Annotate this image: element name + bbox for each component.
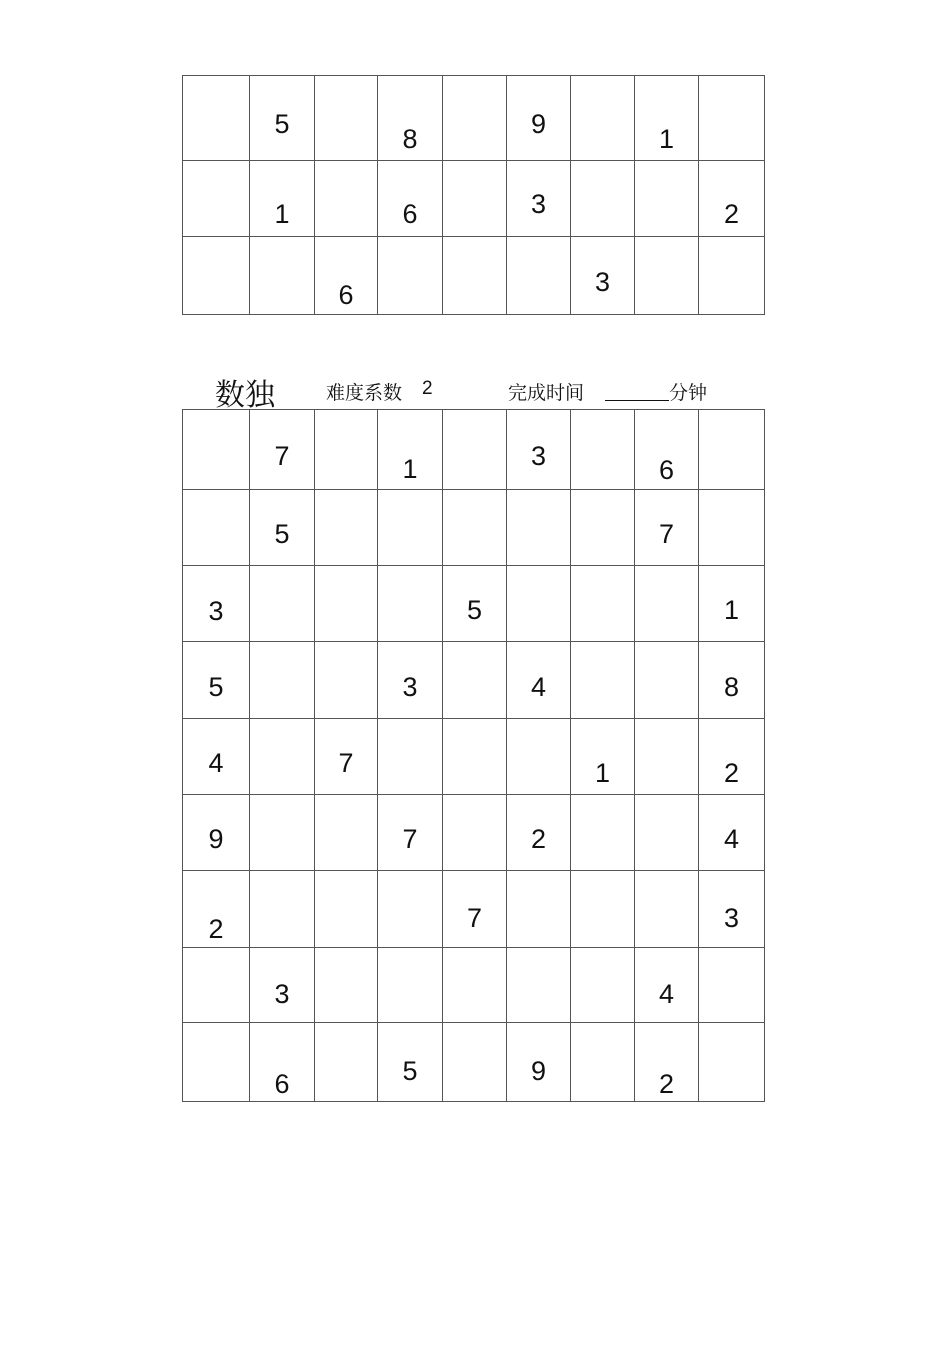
given-digit: 7 bbox=[402, 824, 418, 854]
given-digit: 3 bbox=[274, 979, 290, 1009]
grid-row bbox=[183, 871, 765, 948]
sudoku-cell[interactable] bbox=[635, 871, 699, 948]
sudoku-cell bbox=[183, 642, 250, 719]
given-digit: 9 bbox=[530, 109, 547, 139]
given-digit: 4 bbox=[530, 672, 547, 702]
sudoku-cell[interactable] bbox=[183, 1023, 250, 1102]
sudoku-cell[interactable] bbox=[378, 719, 443, 795]
sudoku-cell bbox=[699, 795, 765, 871]
sudoku-cell[interactable] bbox=[183, 76, 250, 161]
given-digit: 3 bbox=[208, 596, 224, 626]
sudoku-cell[interactable] bbox=[315, 566, 378, 642]
sudoku-cell[interactable] bbox=[378, 948, 443, 1023]
sudoku-cell bbox=[635, 1023, 699, 1102]
given-digit: 4 bbox=[723, 824, 740, 854]
given-digit: 6 bbox=[338, 280, 354, 310]
given-digit: 7 bbox=[274, 441, 290, 471]
sudoku-cell[interactable] bbox=[571, 795, 635, 871]
given-digit: 1 bbox=[402, 454, 418, 484]
sudoku-cell bbox=[571, 237, 635, 315]
grid-row bbox=[183, 1023, 765, 1102]
sudoku-cell[interactable] bbox=[699, 410, 765, 490]
grid-row bbox=[183, 795, 765, 871]
grid-row bbox=[183, 76, 765, 161]
given-digit: 6 bbox=[274, 1069, 290, 1099]
sudoku-cell[interactable] bbox=[571, 871, 635, 948]
sudoku-cell[interactable] bbox=[315, 76, 378, 161]
sudoku-cell[interactable] bbox=[571, 76, 635, 161]
given-digit: 7 bbox=[338, 748, 354, 778]
sudoku-cell bbox=[507, 795, 571, 871]
sudoku-cell bbox=[183, 566, 250, 642]
sudoku-cell[interactable] bbox=[443, 719, 507, 795]
given-digit: 2 bbox=[208, 914, 224, 944]
sudoku-cell bbox=[507, 76, 571, 161]
sudoku-cell[interactable] bbox=[443, 410, 507, 490]
sudoku-cell[interactable] bbox=[507, 871, 571, 948]
sudoku-cell[interactable] bbox=[378, 237, 443, 315]
sudoku-grid-main bbox=[182, 409, 765, 1102]
given-digit: 5 bbox=[466, 595, 483, 625]
completion-time-blank[interactable] bbox=[605, 378, 669, 401]
given-digit: 2 bbox=[530, 824, 547, 854]
sudoku-cell[interactable] bbox=[315, 490, 378, 566]
given-digit: 3 bbox=[594, 267, 611, 297]
grid-row bbox=[183, 237, 765, 315]
sudoku-cell[interactable] bbox=[699, 948, 765, 1023]
sudoku-cell bbox=[507, 1023, 571, 1102]
given-digit: 5 bbox=[274, 109, 290, 139]
sudoku-cell[interactable] bbox=[250, 871, 315, 948]
sudoku-cell bbox=[635, 410, 699, 490]
given-digit: 9 bbox=[208, 824, 224, 854]
sudoku-cell bbox=[635, 948, 699, 1023]
sudoku-cell bbox=[635, 76, 699, 161]
given-digit: 2 bbox=[658, 1069, 675, 1099]
sudoku-cell bbox=[699, 642, 765, 719]
sudoku-cell[interactable] bbox=[378, 871, 443, 948]
sudoku-cell[interactable] bbox=[443, 161, 507, 237]
given-digit: 2 bbox=[723, 199, 740, 229]
puzzle-header bbox=[0, 368, 950, 413]
sudoku-cell bbox=[378, 161, 443, 237]
sudoku-cell bbox=[699, 161, 765, 237]
sudoku-cell[interactable] bbox=[571, 490, 635, 566]
sudoku-cell[interactable] bbox=[315, 410, 378, 490]
given-digit: 1 bbox=[594, 758, 611, 788]
sudoku-cell bbox=[507, 642, 571, 719]
sudoku-grid-top bbox=[182, 75, 765, 315]
sudoku-cell[interactable] bbox=[699, 490, 765, 566]
sudoku-cell[interactable] bbox=[699, 237, 765, 315]
sudoku-cell bbox=[507, 410, 571, 490]
sudoku-cell[interactable] bbox=[378, 490, 443, 566]
sudoku-cell[interactable] bbox=[250, 642, 315, 719]
grid-row bbox=[183, 410, 765, 490]
sudoku-cell[interactable] bbox=[443, 490, 507, 566]
sudoku-cell[interactable] bbox=[315, 871, 378, 948]
sudoku-cell[interactable] bbox=[183, 490, 250, 566]
sudoku-cell[interactable] bbox=[443, 795, 507, 871]
difficulty-value: 2 bbox=[422, 378, 433, 399]
sudoku-cell[interactable] bbox=[571, 1023, 635, 1102]
given-digit: 6 bbox=[402, 199, 418, 229]
sudoku-cell[interactable] bbox=[250, 237, 315, 315]
sudoku-cell[interactable] bbox=[315, 948, 378, 1023]
sudoku-cell[interactable] bbox=[315, 642, 378, 719]
grid-row bbox=[183, 948, 765, 1023]
given-digit: 6 bbox=[658, 455, 675, 485]
sudoku-cell bbox=[571, 719, 635, 795]
sudoku-cell[interactable] bbox=[635, 642, 699, 719]
sudoku-cell bbox=[378, 1023, 443, 1102]
sudoku-cell[interactable] bbox=[315, 1023, 378, 1102]
given-digit: 4 bbox=[658, 979, 675, 1009]
given-digit: 9 bbox=[530, 1056, 547, 1086]
sudoku-cell[interactable] bbox=[507, 237, 571, 315]
sudoku-cell[interactable] bbox=[635, 719, 699, 795]
sudoku-cell bbox=[250, 76, 315, 161]
sudoku-cell bbox=[378, 795, 443, 871]
sudoku-cell bbox=[378, 76, 443, 161]
sudoku-cell[interactable] bbox=[635, 237, 699, 315]
given-digit: 3 bbox=[530, 441, 547, 471]
given-digit: 3 bbox=[530, 189, 547, 219]
sudoku-cell[interactable] bbox=[183, 237, 250, 315]
sudoku-cell[interactable] bbox=[635, 161, 699, 237]
given-digit: 3 bbox=[723, 903, 740, 933]
sudoku-cell[interactable] bbox=[443, 237, 507, 315]
sudoku-cell[interactable] bbox=[443, 1023, 507, 1102]
grid-row bbox=[183, 566, 765, 642]
sudoku-cell[interactable] bbox=[571, 948, 635, 1023]
sudoku-cell[interactable] bbox=[443, 948, 507, 1023]
sudoku-cell[interactable] bbox=[443, 642, 507, 719]
sudoku-cell[interactable] bbox=[183, 948, 250, 1023]
difficulty-label: 难度系数 bbox=[326, 382, 403, 404]
sudoku-cell[interactable] bbox=[507, 948, 571, 1023]
sudoku-cell[interactable] bbox=[507, 490, 571, 566]
sudoku-cell[interactable] bbox=[443, 76, 507, 161]
sudoku-cell bbox=[635, 490, 699, 566]
sudoku-cell bbox=[507, 161, 571, 237]
sudoku-cell bbox=[250, 948, 315, 1023]
sudoku-cell bbox=[250, 490, 315, 566]
given-digit: 7 bbox=[466, 903, 483, 933]
given-digit: 2 bbox=[723, 758, 740, 788]
sudoku-cell bbox=[250, 410, 315, 490]
given-digit: 1 bbox=[658, 124, 675, 154]
sudoku-cell[interactable] bbox=[250, 719, 315, 795]
given-digit: 5 bbox=[208, 672, 224, 702]
grid-row bbox=[183, 161, 765, 237]
given-digit: 4 bbox=[208, 748, 224, 778]
sudoku-cell[interactable] bbox=[183, 410, 250, 490]
sudoku-cell bbox=[443, 871, 507, 948]
sudoku-cell[interactable] bbox=[507, 566, 571, 642]
sudoku-cell bbox=[699, 871, 765, 948]
sudoku-cell bbox=[183, 795, 250, 871]
given-digit: 7 bbox=[658, 519, 675, 549]
sudoku-cell[interactable] bbox=[507, 719, 571, 795]
sudoku-cell bbox=[315, 237, 378, 315]
sudoku-cell[interactable] bbox=[183, 161, 250, 237]
sudoku-cell[interactable] bbox=[571, 642, 635, 719]
sudoku-cell bbox=[699, 566, 765, 642]
sudoku-cell bbox=[183, 719, 250, 795]
sudoku-cell[interactable] bbox=[250, 795, 315, 871]
sudoku-cell[interactable] bbox=[635, 795, 699, 871]
sudoku-cell bbox=[378, 410, 443, 490]
given-digit: 3 bbox=[402, 672, 418, 702]
sudoku-cell bbox=[378, 642, 443, 719]
grid-row bbox=[183, 719, 765, 795]
sudoku-cell[interactable] bbox=[315, 795, 378, 871]
sudoku-cell bbox=[315, 719, 378, 795]
sudoku-cell[interactable] bbox=[699, 1023, 765, 1102]
puzzle-title: 数独 bbox=[215, 378, 275, 413]
sudoku-cell bbox=[250, 1023, 315, 1102]
sudoku-cell bbox=[443, 566, 507, 642]
grid-row bbox=[183, 642, 765, 719]
given-digit: 5 bbox=[402, 1056, 418, 1086]
sudoku-cell[interactable] bbox=[571, 566, 635, 642]
given-digit: 1 bbox=[723, 595, 740, 625]
sudoku-cell[interactable] bbox=[315, 161, 378, 237]
sudoku-cell bbox=[183, 871, 250, 948]
completion-time-label: 完成时间 bbox=[508, 382, 585, 404]
sudoku-cell[interactable] bbox=[699, 76, 765, 161]
sudoku-cell bbox=[250, 161, 315, 237]
sudoku-cell bbox=[699, 719, 765, 795]
given-digit: 1 bbox=[274, 199, 290, 229]
given-digit: 8 bbox=[402, 124, 418, 154]
sudoku-cell[interactable] bbox=[378, 566, 443, 642]
given-digit: 8 bbox=[723, 672, 740, 702]
sudoku-cell[interactable] bbox=[571, 161, 635, 237]
grid-row bbox=[183, 490, 765, 566]
sudoku-cell[interactable] bbox=[635, 566, 699, 642]
given-digit: 5 bbox=[274, 519, 290, 549]
time-unit-label: 分钟 bbox=[669, 382, 708, 404]
sudoku-cell[interactable] bbox=[250, 566, 315, 642]
sudoku-cell[interactable] bbox=[571, 410, 635, 490]
